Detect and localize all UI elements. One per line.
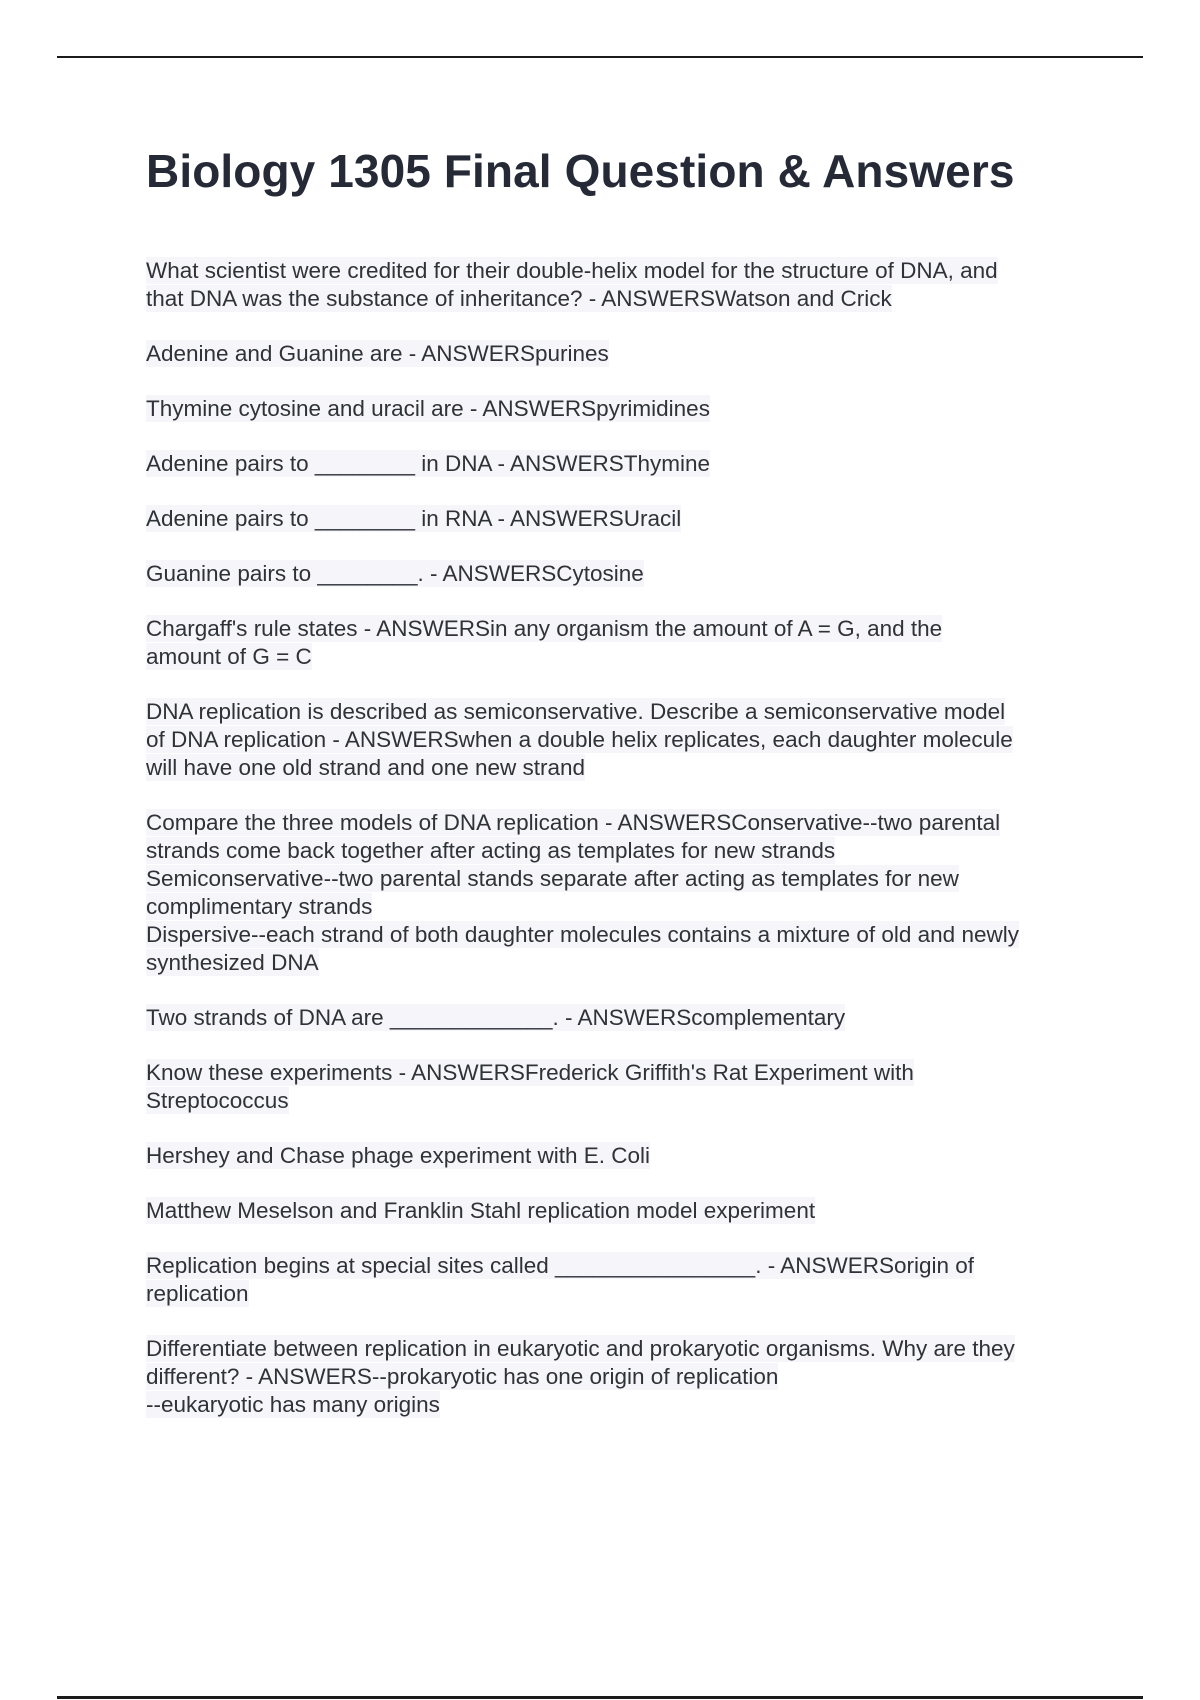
- qa-line: [146, 1363, 1091, 1391]
- qa-list: [146, 257, 1091, 1446]
- qa-text: Chargaff's rule states - ANSWERSin any organism the amount of A = G, and the: [146, 616, 943, 641]
- qa-text: Streptococcus: [146, 1088, 289, 1113]
- qa-line: [146, 1142, 1091, 1170]
- page-title: Biology 1305 Final Question & Answers: [146, 145, 1015, 197]
- qa-line: [146, 921, 1091, 949]
- qa-text: replication: [146, 1281, 249, 1306]
- qa-text: Two strands of DNA are _____________. - ANSWERScomplementary: [146, 1005, 846, 1030]
- qa-text: complimentary strands: [146, 894, 373, 919]
- qa-line: [146, 754, 1091, 782]
- qa-text: amount of G = C: [146, 644, 312, 669]
- qa-item: [146, 340, 1091, 368]
- qa-item: [146, 257, 1091, 313]
- qa-line: [146, 865, 1091, 893]
- qa-line: [146, 837, 1091, 865]
- qa-line: [146, 257, 1091, 285]
- qa-line: [146, 949, 1091, 977]
- qa-line: [146, 1280, 1091, 1308]
- qa-line: [146, 285, 1091, 313]
- qa-text: of DNA replication - ANSWERSwhen a double helix replicates, each daughter molecule: [146, 727, 1013, 752]
- qa-text: will have one old strand and one new strand: [146, 755, 586, 780]
- qa-item: [146, 615, 1091, 671]
- qa-text: Hershey and Chase phage experiment with E. Coli: [146, 1143, 651, 1168]
- qa-line: [146, 1197, 1091, 1225]
- qa-item: [146, 1142, 1091, 1170]
- qa-text: Know these experiments - ANSWERSFrederick Griffith's Rat Experiment with: [146, 1060, 914, 1085]
- qa-line: [146, 726, 1091, 754]
- qa-line: [146, 505, 1091, 533]
- qa-text: different? - ANSWERS--prokaryotic has one origin of replication: [146, 1364, 779, 1389]
- qa-item: [146, 1059, 1091, 1115]
- qa-line: [146, 1059, 1091, 1087]
- qa-line: [146, 1335, 1091, 1363]
- qa-text: Compare the three models of DNA replication - ANSWERSConservative--two parental: [146, 810, 1001, 835]
- qa-line: [146, 698, 1091, 726]
- qa-item: [146, 698, 1091, 782]
- qa-line: [146, 1087, 1091, 1115]
- qa-text: --eukaryotic has many origins: [146, 1392, 440, 1417]
- qa-item: [146, 560, 1091, 588]
- qa-item: [146, 1335, 1091, 1419]
- qa-line: [146, 893, 1091, 921]
- qa-line: [146, 450, 1091, 478]
- qa-item: [146, 1197, 1091, 1225]
- qa-item: [146, 1252, 1091, 1308]
- qa-text: synthesized DNA: [146, 950, 319, 975]
- qa-text: DNA replication is described as semiconservative. Describe a semiconservative model: [146, 699, 1006, 724]
- qa-item: [146, 809, 1091, 977]
- qa-text: strands come back together after acting as templates for new strands: [146, 838, 836, 863]
- qa-item: [146, 395, 1091, 423]
- qa-line: [146, 340, 1091, 368]
- qa-text: Differentiate between replication in eukaryotic and prokaryotic organisms. Why are they: [146, 1336, 1015, 1361]
- qa-item: [146, 450, 1091, 478]
- qa-item: [146, 1004, 1091, 1032]
- qa-line: [146, 1004, 1091, 1032]
- qa-text: Adenine and Guanine are - ANSWERSpurines: [146, 341, 609, 366]
- qa-text: Adenine pairs to ________ in RNA - ANSWERSUracil: [146, 506, 682, 531]
- qa-line: [146, 395, 1091, 423]
- qa-line: [146, 560, 1091, 588]
- qa-line: [146, 643, 1091, 671]
- qa-line: [146, 615, 1091, 643]
- qa-text: Thymine cytosine and uracil are - ANSWERSpyrimidines: [146, 396, 710, 421]
- qa-text: Replication begins at special sites called ________________. - ANSWERSorigin of: [146, 1253, 975, 1278]
- qa-line: [146, 1252, 1091, 1280]
- bottom-rule: [57, 1696, 1143, 1699]
- qa-line: [146, 809, 1091, 837]
- qa-text: Matthew Meselson and Franklin Stahl replication model experiment: [146, 1198, 816, 1223]
- qa-text: Adenine pairs to ________ in DNA - ANSWERSThymine: [146, 451, 711, 476]
- qa-text: What scientist were credited for their double-helix model for the structure of DNA, and: [146, 258, 998, 283]
- qa-text: that DNA was the substance of inheritance? - ANSWERSWatson and Crick: [146, 286, 892, 311]
- qa-text: Guanine pairs to ________. - ANSWERSCytosine: [146, 561, 644, 586]
- qa-line: [146, 1391, 1091, 1419]
- qa-item: [146, 505, 1091, 533]
- qa-text: Semiconservative--two parental stands separate after acting as templates for new: [146, 866, 959, 891]
- top-rule: [57, 56, 1143, 58]
- qa-text: Dispersive--each strand of both daughter molecules contains a mixture of old and newly: [146, 922, 1019, 947]
